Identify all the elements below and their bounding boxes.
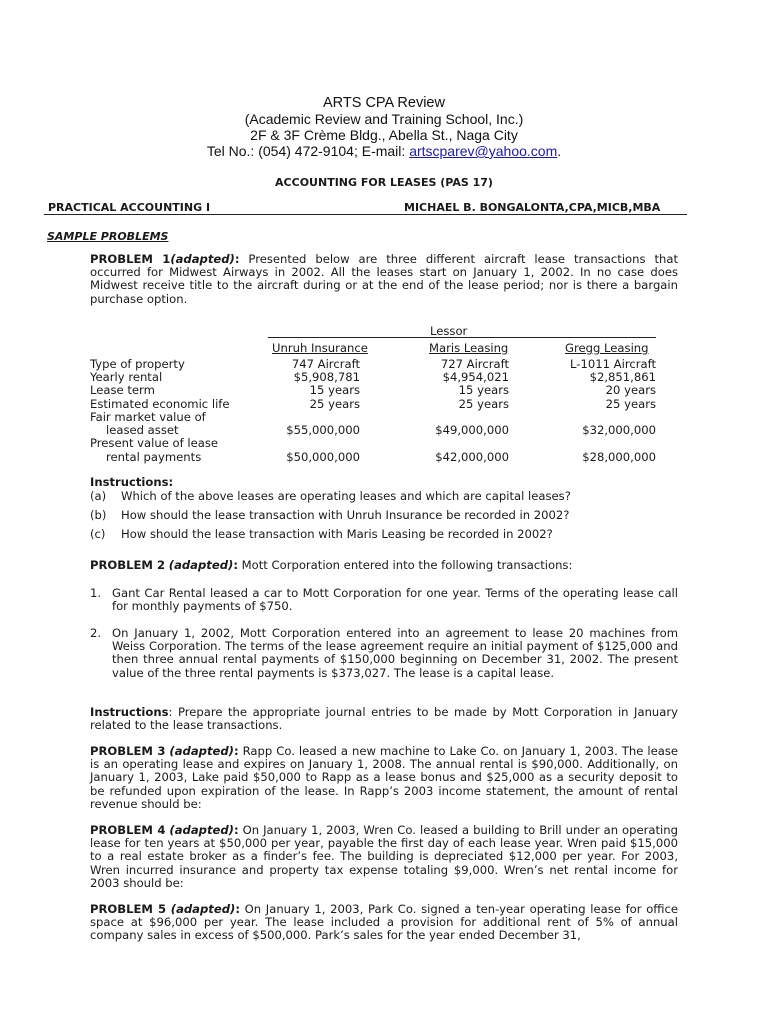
table-cell: $2,851,861 [589,370,656,384]
problem-4-label: PROBLEM 4 [90,823,166,837]
table-cell: 25 years [605,397,656,411]
problem-1-text: Presented below are three different aircraft lease transactions that occurred for Midwest Airways in 2002. All the leases start on January 1, 2002. In no case does Midwest receive title to the aircraft during or at the end of the lease period; nor is there a bargain purchase option. [90,252,678,306]
table-cell: $49,000,000 [435,423,509,437]
table-cell: $4,954,021 [442,370,509,384]
row-label-life: Estimated economic life [90,397,230,411]
problem-3-paragraph [90,745,678,811]
instruction-letter: (a) [90,489,107,503]
instruction-item-b [90,509,569,522]
problem-2-instructions-label: Instructions [90,705,169,719]
table-cell: 20 years [605,383,656,397]
problem-2-paragraph [90,559,678,572]
problem-2-colon: : [233,558,238,572]
row-label-type: Type of property [90,357,185,371]
list-number: 2. [90,626,102,640]
instruction-item-a [90,490,571,503]
problem-5-paragraph [90,903,678,943]
column-header-maris: Maris Leasing [429,341,509,355]
table-cell: $5,908,781 [293,370,360,384]
list-number: 1. [90,586,102,600]
problem-3-text: Rapp Co. leased a new machine to Lake Co. on January 1, 2003. The lease is an operating lease and expires on January 1, 2008. The annual rental is $90,000. Additionally, on January 1, 2003, Lake paid $50,000 to Rapp as a lease bonus and $25,000 as a security deposit to be refunded upon expiration of the lease. In Rapp’s 2003 income statement, the amount of rental revenue should be: [90,744,678,811]
course-name: PRACTICAL ACCOUNTING I [48,201,211,214]
row-label-pv-cont: rental payments [106,450,202,464]
table-cell: 25 years [309,397,360,411]
problem-1-label: PROBLEM 1 [90,252,171,266]
table-cell: 15 years [458,383,509,397]
table-cell: $50,000,000 [286,450,360,464]
lessor-rule [268,337,656,338]
problem-2-instructions [90,706,678,732]
email-link[interactable]: artscparev@yahoo.com [409,143,558,159]
instruction-text: How should the lease transaction with Unruh Insurance be recorded in 2002? [121,508,570,522]
problem-1-paragraph [90,253,678,306]
school-address: 2F & 3F Crème Bldg., Abella St., Naga City [250,127,518,143]
row-label-fmv: Fair market value of [90,410,206,424]
table-cell: $28,000,000 [582,450,656,464]
instruction-text: How should the lease transaction with Maris Leasing be recorded in 2002? [121,527,553,541]
tel-suffix: . [557,143,562,159]
problem-1-colon: : [234,252,240,266]
table-cell: $55,000,000 [286,423,360,437]
table-cell: $42,000,000 [435,450,509,464]
problem-5-tag: (adapted) [170,902,236,916]
instruction-item-c [90,528,553,541]
problem-4-tag: (adapted) [169,823,234,837]
table-cell: 747 Aircraft [291,357,360,371]
problem-4-paragraph [90,824,678,890]
header-divider [44,214,687,215]
table-cell: $32,000,000 [582,423,656,437]
column-header-gregg: Gregg Leasing [565,341,649,355]
problem-4-colon: : [233,823,239,837]
instruction-letter: (b) [90,508,107,522]
problem-3-tag: (adapted) [169,744,234,758]
instruction-letter: (c) [90,527,106,541]
problem-2-text: Mott Corporation entered into the following transactions: [237,558,573,572]
table-cell: L-1011 Aircraft [570,357,656,371]
problem-2-label: PROBLEM 2 [90,558,166,572]
tel-text: Tel No.: (054) 472-9104; E-mail: [206,143,410,159]
row-label-rental: Yearly rental [90,370,163,384]
instructions-heading: Instructions: [90,475,174,489]
lessor-heading: Lessor [430,324,468,338]
list-text: Gant Car Rental leased a car to Mott Corporation for one year. Terms of the operating lease call for monthly payments of $750. [112,586,678,614]
table-cell: 25 years [458,397,509,411]
list-text: On January 1, 2002, Mott Corporation entered into an agreement to lease 20 machines from Weiss Corporation. The terms of the lease agreement require an initial payment of $125,000 and then three annual rental payments of $150,000 beginning on December 31, 2002. The present value of the three rental payments is $373,027. The lease is a capital lease. [112,626,678,680]
problem-1-tag: (adapted) [170,252,235,266]
problem-4-text: On January 1, 2003, Wren Co. leased a building to Brill under an operating lease for ten years at $50,000 per year, payable the first day of each lease year. Wren paid $15,000 to a real estate broker as a finder’s fee. The building is depreciated $12,000 per year. For 2003, Wren incurred insurance and property tax expense totaling $9,000. Wren’s net rental income for 2003 should be: [90,823,678,890]
table-cell: 727 Aircraft [440,357,509,371]
column-header-unruh: Unruh Insurance [272,341,368,355]
contact-line [0,143,768,159]
problem-3-colon: : [233,744,239,758]
table-cell: 15 years [309,383,360,397]
school-title: ARTS CPA Review [323,95,445,111]
section-heading: SAMPLE PROBLEMS [47,230,169,243]
school-fullname: (Academic Review and Training School, Inc.) [244,111,524,127]
problem-5-text: On January 1, 2003, Park Co. signed a ten-year operating lease for office space at $96,000 per year. The lease included a provision for additional rent of 5% of annual company sales in excess of $500,000. Park’s sales for the year ended December 31, [90,902,679,943]
document-subtitle: ACCOUNTING FOR LEASES (PAS 17) [275,176,493,189]
problem-2-tag: (adapted) [168,558,234,572]
problem-3-label: PROBLEM 3 [90,744,166,758]
row-label-pv: Present value of lease [90,436,219,450]
problem-5-label: PROBLEM 5 [90,902,167,916]
author-name: MICHAEL B. BONGALONTA,CPA,MICB,MBA [404,201,661,214]
problem-2-instructions-text: : Prepare the appropriate journal entries to be made by Mott Corporation in January related to the lease transactions. [90,705,678,733]
instruction-text: Which of the above leases are operating leases and which are capital leases? [121,489,571,503]
row-label-fmv-cont: leased asset [106,423,179,437]
problem-5-colon: : [235,902,240,916]
row-label-term: Lease term [90,383,155,397]
